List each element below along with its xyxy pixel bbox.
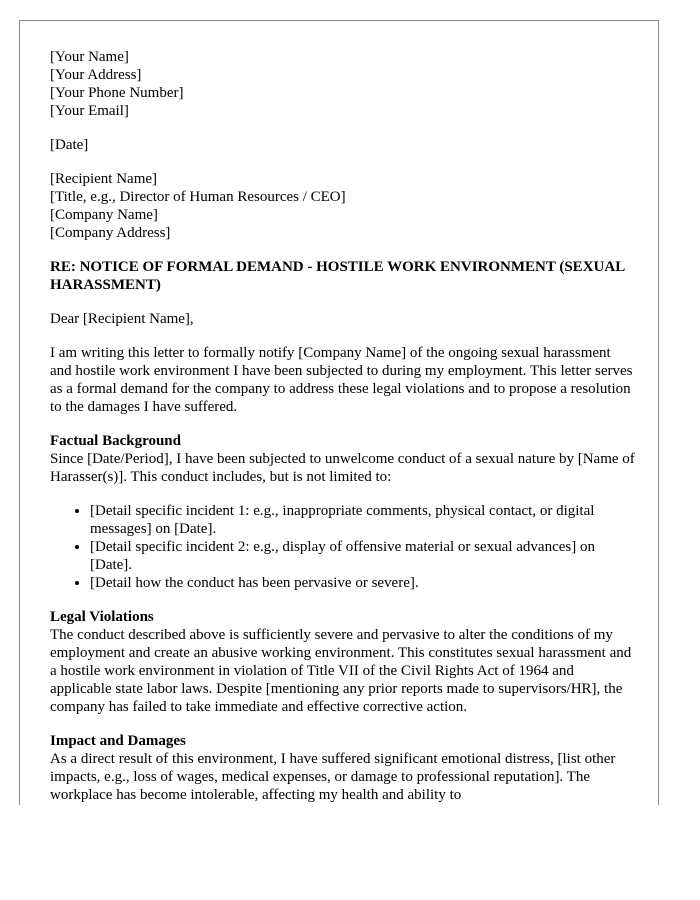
legal-violations-heading: Legal Violations — [50, 609, 154, 625]
sender-block — [50, 48, 635, 120]
impact-damages-section — [50, 732, 635, 804]
recipient-name: [Recipient Name] — [50, 171, 158, 187]
letter-date: [Date] — [50, 137, 89, 153]
letter-content — [50, 48, 635, 804]
subject-line: RE: NOTICE OF FORMAL DEMAND - HOSTILE WORK ENVIRONMENT (SEXUAL HARASSMENT) — [50, 259, 625, 293]
recipient-company: [Company Name] — [50, 207, 158, 223]
salutation: Dear [Recipient Name], — [50, 311, 194, 327]
factual-background-heading: Factual Background — [50, 433, 181, 449]
sender-name: [Your Name] — [50, 49, 129, 65]
sender-phone: [Your Phone Number] — [50, 85, 184, 101]
list-item: • [Detail specific incident 2: e.g., display of offensive material or sexual advances] on [Date]. — [90, 538, 635, 574]
letter-page — [19, 20, 659, 805]
incident-list — [50, 502, 635, 592]
impact-damages-text: As a direct result of this environment, I have suffered significant emotional distress, [list other impacts, e.g., loss of wages, medical expenses, or damage to professional reputation]. The workplace has become intolerable, affecting my health and ability to — [50, 751, 616, 803]
recipient-title: [Title, e.g., Director of Human Resources / CEO] — [50, 189, 346, 205]
sender-email: [Your Email] — [50, 103, 129, 119]
factual-background-section — [50, 432, 635, 592]
list-item: • [Detail specific incident 1: e.g., inappropriate comments, physical contact, or digital messages] on [Date]. — [90, 502, 635, 538]
list-item: • [Detail how the conduct has been pervasive or severe]. — [90, 574, 635, 592]
legal-violations-section — [50, 608, 635, 716]
factual-background-text: Since [Date/Period], I have been subjected to unwelcome conduct of a sexual nature by [Name of Harasser(s)]. This conduct includes, but is not limited to: — [50, 451, 635, 485]
legal-violations-text: The conduct described above is sufficiently severe and pervasive to alter the conditions of my employment and create an abusive working environment. This constitutes sexual harassment and a hostile work environment in violation of Title VII of the Civil Rights Act of 1964 and applicable state labor laws. Despite [mentioning any prior reports made to supervisors/HR], the company has failed to take immediate and effective corrective action. — [50, 627, 632, 715]
impact-damages-heading: Impact and Damages — [50, 733, 186, 749]
recipient-block — [50, 170, 635, 242]
intro-paragraph: I am writing this letter to formally notify [Company Name] of the ongoing sexual harassment and hostile work environment I have been subjected to during my employment. This letter serves as a formal demand for the company to address these legal violations and to propose a resolution to the damages I have suffered. — [50, 345, 633, 415]
recipient-address: [Company Address] — [50, 225, 171, 241]
sender-address: [Your Address] — [50, 67, 142, 83]
